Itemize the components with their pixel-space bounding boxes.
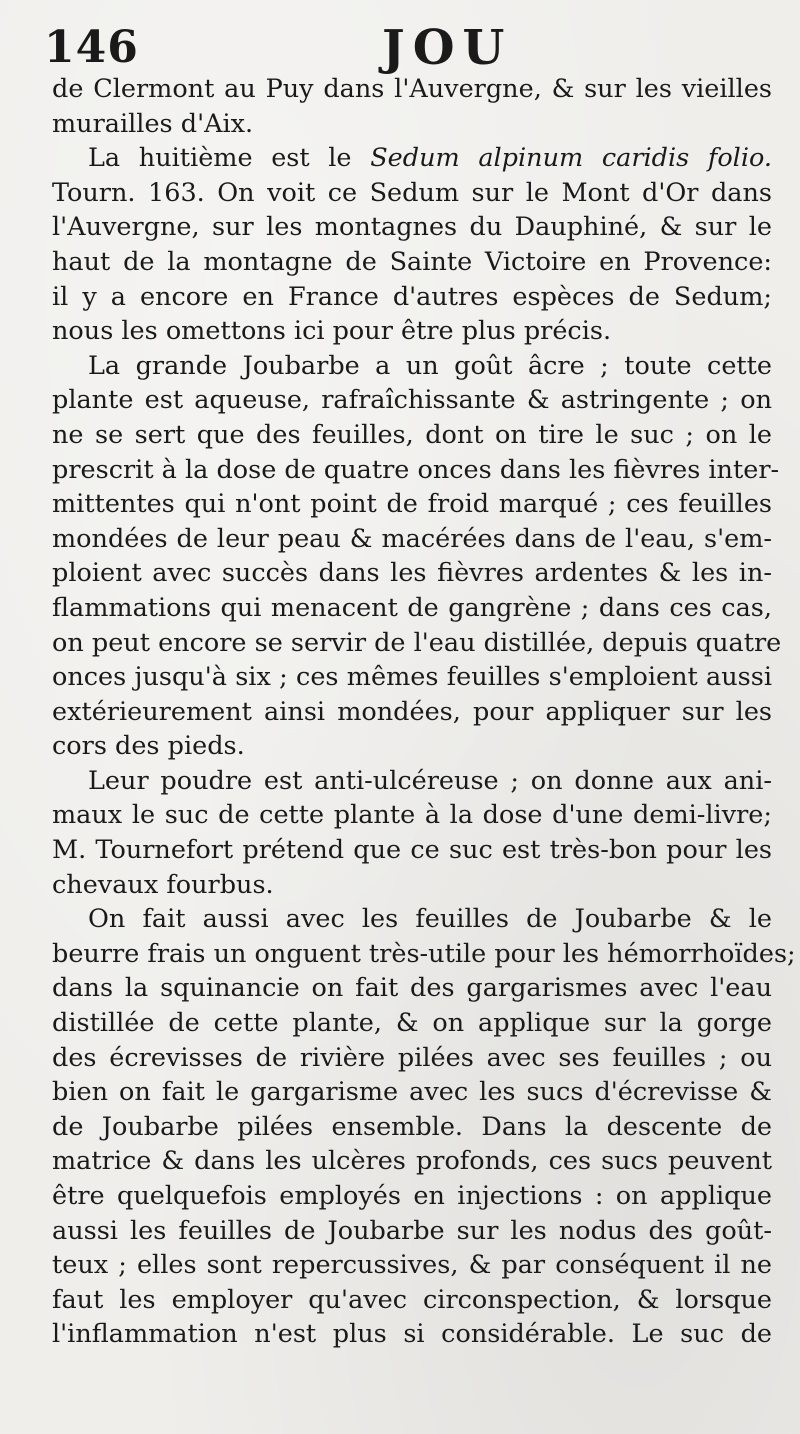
text-line: La grande Joubarbe a un goût âcre ; toute cette: [88, 350, 772, 381]
text-line: l'Auvergne, sur les montagnes du Dauphiné, & sur le: [52, 212, 772, 243]
text-line: dans la squinancie on fait des gargarismes avec l'eau: [52, 973, 772, 1004]
text-line: plante est aqueuse, rafraîchissante & astringente ; on: [52, 385, 772, 416]
text-line: aussi les feuilles de Joubarbe sur les nodus des goût-: [52, 1215, 772, 1246]
text-line: ploient avec succès dans les fièvres ardentes & les in-: [52, 558, 772, 589]
text-line: mondées de leur peau & macérées dans de l'eau, s'em-: [52, 523, 772, 554]
text-line: l'inflammation n'est plus si considérable. Le suc de: [52, 1319, 772, 1350]
text-line: [52, 141, 772, 176]
text-line: prescrit à la dose de quatre onces dans les fièvres inter-: [52, 454, 780, 485]
running-head: JOU: [382, 20, 513, 76]
text-line: M. Tournefort prétend que ce suc est très-bon pour les: [52, 835, 772, 866]
text-line: matrice & dans les ulcères profonds, ces sucs peuvent: [52, 1146, 772, 1177]
text-line: murailles d'Aix.: [52, 108, 254, 139]
text-line: être quelquefois employés en injections : on applique: [52, 1181, 772, 1211]
text-line: chevaux fourbus.: [52, 869, 274, 900]
text-line: beurre frais un onguent très-utile pour les hémorrhoïdes;: [52, 938, 796, 969]
text-line: nous les omettons ici pour être plus précis.: [52, 316, 612, 347]
text-line: Leur poudre est anti-ulcéreuse ; on donne aux ani-: [88, 765, 772, 796]
text-line: cors des pieds.: [52, 731, 245, 762]
text-line: bien on fait le gargarisme avec les sucs d'écrevisse &: [52, 1077, 772, 1108]
text-line-content: La huitième est le Sedum alpinum caridis folio.: [88, 143, 772, 174]
page-header: [44, 18, 784, 74]
latin-name: Sedum alpinum caridis folio.: [370, 143, 772, 174]
text-line: haut de la montagne de Sainte Victoire en Provence:: [52, 246, 772, 277]
text-line: onces jusqu'à six ; ces mêmes feuilles s'emploient aussi: [52, 662, 772, 693]
text-line: des écrevisses de rivière pilées avec ses feuilles ; ou: [52, 1042, 772, 1073]
text-line: distillée de cette plante, & on applique sur la gorge: [52, 1008, 772, 1039]
text-line: extérieurement ainsi mondées, pour appliquer sur les: [52, 696, 772, 727]
text-line: de Clermont au Puy dans l'Auvergne, & sur les vieilles: [52, 74, 772, 104]
text-line: faut les employer qu'avec circonspection, & lorsque: [52, 1284, 772, 1315]
page-number: 146: [44, 22, 139, 73]
text-line: de Joubarbe pilées ensemble. Dans la descente de: [52, 1111, 772, 1142]
text-line: on peut encore se servir de l'eau distillée, depuis quatre: [52, 627, 782, 658]
text-line: flammations qui menacent de gangrène ; dans ces cas,: [52, 592, 772, 623]
text-line: maux le suc de cette plante à la dose d'une demi-livre;: [52, 800, 772, 831]
text-line: mittentes qui n'ont point de froid marqué ; ces feuilles: [52, 489, 772, 520]
text-line: ne se sert que des feuilles, dont on tire le suc ; on le: [52, 419, 772, 450]
text-line: On fait aussi avec les feuilles de Joubarbe & le: [88, 904, 772, 935]
text-line: il y a encore en France d'autres espèces de Sedum;: [52, 281, 772, 312]
text-line: teux ; elles sont repercussives, & par conséquent il ne: [52, 1250, 772, 1281]
text-line: Tourn. 163. On voit ce Sedum sur le Mont d'Or dans: [52, 177, 772, 208]
body-text: [52, 72, 796, 1352]
